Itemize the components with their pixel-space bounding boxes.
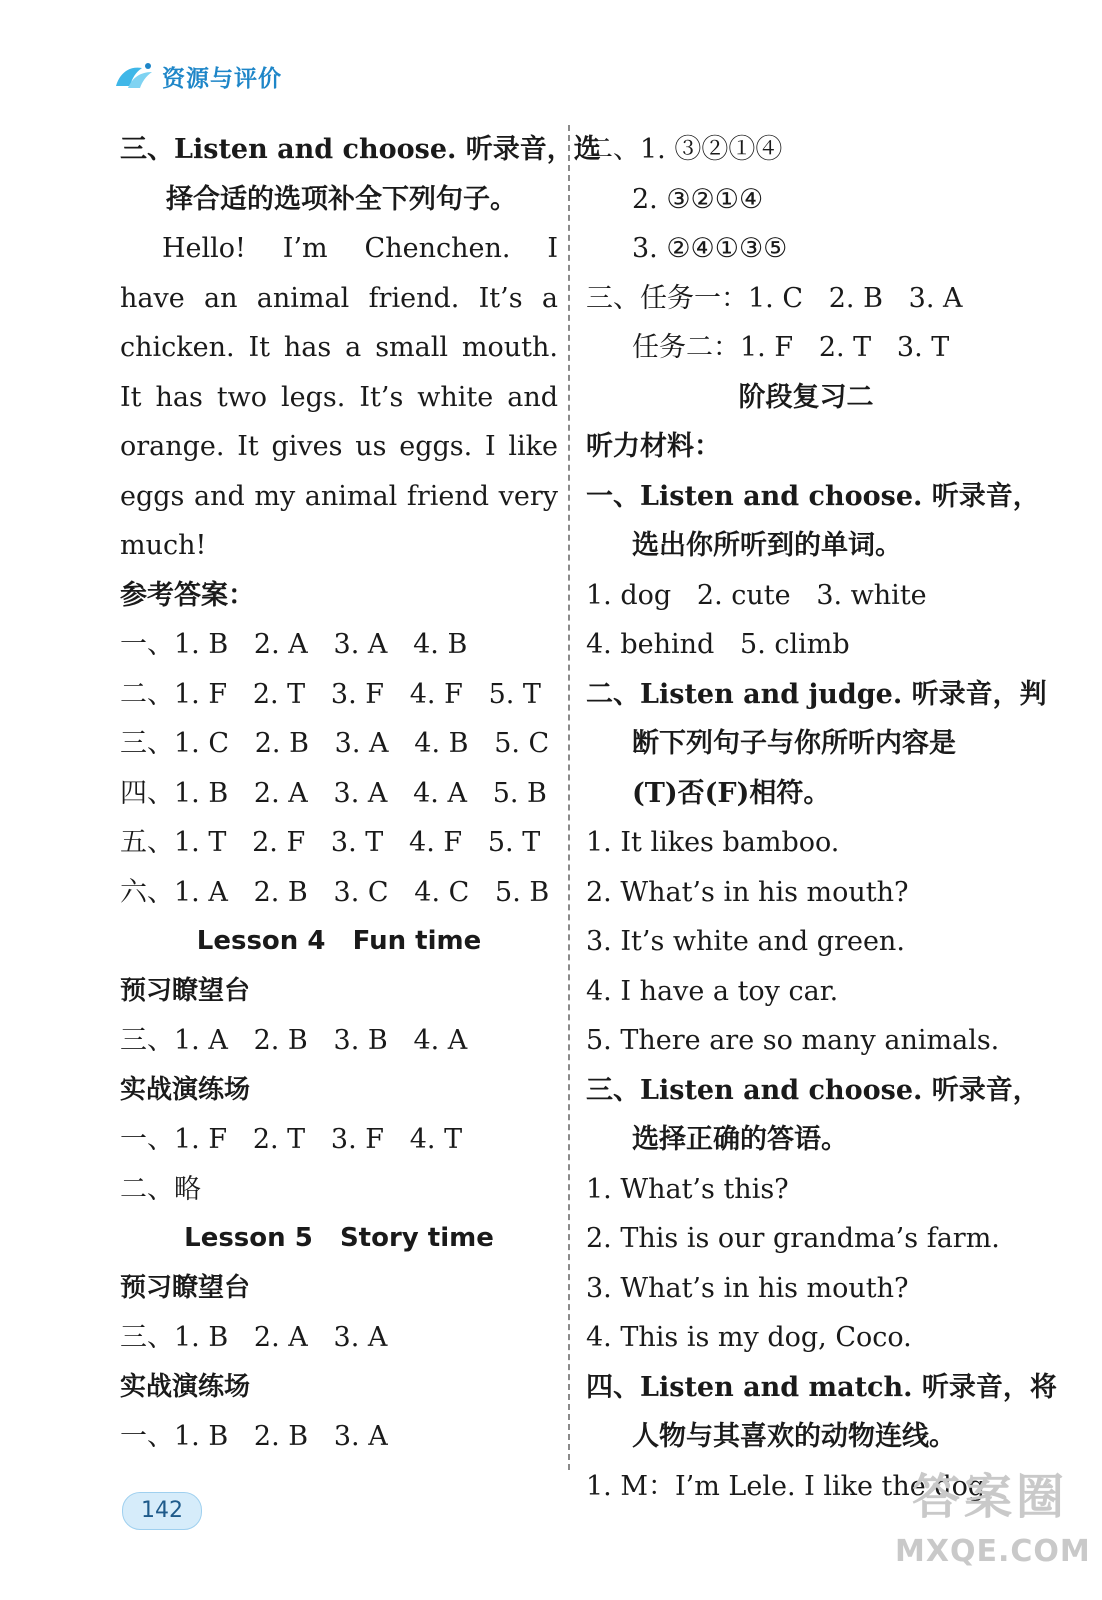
left-text-line: eggs and my animal friend very	[120, 480, 558, 512]
left-text-line: 三、1. C 2. B 3. A 4. B 5. C	[120, 728, 550, 759]
right-text-line: 1. dog 2. cute 3. white	[586, 579, 927, 611]
left-text-line: 预习瞭望台	[120, 1272, 251, 1303]
right-text-line: 1. M：I’m Lele. I like the dog.	[586, 1470, 994, 1502]
right-text-line: 断下列句子与你所听内容是	[632, 728, 956, 759]
right-text-line: 任务二：1. F 2. T 3. T	[632, 332, 950, 363]
right-text-line: 1. It likes bamboo.	[586, 827, 840, 858]
left-text-line: 实战演练场	[120, 1074, 251, 1105]
left-text-line: 二、略	[120, 1173, 201, 1205]
right-text-line: 2. This is our grandma’s farm.	[586, 1223, 1000, 1254]
right-text-line: 阶段复习二	[738, 381, 874, 413]
left-text-line: Lesson 4 Fun time	[196, 926, 482, 956]
left-text-line: 一、1. F 2. T 3. F 4. T	[120, 1124, 463, 1155]
left-text-line: much!	[120, 530, 207, 561]
header-title: 资源与评价	[162, 65, 282, 92]
header	[112, 56, 282, 96]
right-text-line: 选出你所听到的单词。	[632, 530, 902, 561]
right-text-line: 三、Listen and choose. 听录音，	[586, 1074, 1040, 1106]
right-text-line: 3. What’s in his mouth?	[586, 1272, 909, 1304]
left-text-line: 二、1. F 2. T 3. F 4. F 5. T	[120, 678, 541, 710]
page-number: 142	[122, 1492, 202, 1530]
right-text-line: 2. What’s in his mouth?	[586, 876, 909, 908]
left-text-line: Hello! I’m Chenchen. I	[162, 233, 558, 264]
right-text-line: 人物与其喜欢的动物连线。	[632, 1421, 956, 1452]
right-text-line: 3. ②④①③⑤	[632, 233, 788, 264]
right-text-line: 四、Listen and match. 听录音，将	[586, 1371, 1057, 1403]
left-text-line: Lesson 5 Story time	[184, 1223, 494, 1253]
left-text-line: 参考答案：	[120, 579, 255, 611]
left-text-line: 三、1. A 2. B 3. B 4. A	[120, 1025, 468, 1056]
right-text-line: 一、Listen and choose. 听录音，	[586, 480, 1040, 512]
right-text-line: 选择正确的答语。	[632, 1124, 848, 1155]
left-text-line: 一、1. B 2. B 3. A	[120, 1421, 388, 1452]
right-text-line: 4. behind 5. climb	[586, 629, 850, 660]
right-text-line: 二、Listen and judge. 听录音，判	[586, 678, 1047, 710]
left-text-line: have an animal friend. It’s a	[120, 282, 558, 314]
left-text-line: It has two legs. It’s white and	[120, 381, 558, 413]
left-text-line: 择合适的选项补全下列句子。	[166, 183, 517, 215]
right-text-line: 1. What’s this?	[586, 1173, 789, 1205]
column-divider	[568, 125, 570, 1470]
left-text-line: 五、1. T 2. F 3. T 4. F 5. T	[120, 827, 541, 858]
right-text-line: 2. ③②①④	[632, 183, 764, 215]
fish-splash-icon	[112, 60, 156, 92]
left-text-line: 三、1. B 2. A 3. A	[120, 1322, 388, 1353]
left-text-line: 预习瞭望台	[120, 975, 251, 1006]
right-text-line: 4. I have a toy car.	[586, 975, 839, 1007]
watermark-line1: 答案圈	[911, 1469, 1068, 1525]
right-text-line: 听力材料：	[586, 431, 721, 462]
left-text-line: 四、1. B 2. A 3. A 4. A 5. B	[120, 777, 547, 809]
left-text-line: 三、Listen and choose. 听录音，选	[120, 134, 601, 165]
left-column	[120, 125, 601, 1462]
right-text-line: 二、1. ③②①④	[586, 134, 783, 165]
left-text-line: 一、1. B 2. A 3. A 4. B	[120, 629, 468, 660]
right-text-line: (T)否(F)相符。	[632, 777, 831, 809]
watermark-line2: MXQE.COM	[895, 1534, 1091, 1569]
right-text-line: 3. It’s white and green.	[586, 926, 905, 957]
right-text-line: 三、任务一：1. C 2. B 3. A	[586, 282, 963, 314]
left-text-line: 实战演练场	[120, 1371, 251, 1402]
left-text-line: chicken. It has a small mouth.	[120, 332, 558, 363]
left-text-line: orange. It gives us eggs. I like	[120, 431, 558, 462]
right-text-line: 5. There are so many animals.	[586, 1025, 1000, 1056]
right-column	[586, 125, 1057, 1511]
right-text-line: 4. This is my dog, Coco.	[586, 1322, 912, 1353]
left-text-line: 六、1. A 2. B 3. C 4. C 5. B	[120, 876, 550, 908]
watermark	[895, 1462, 1091, 1592]
